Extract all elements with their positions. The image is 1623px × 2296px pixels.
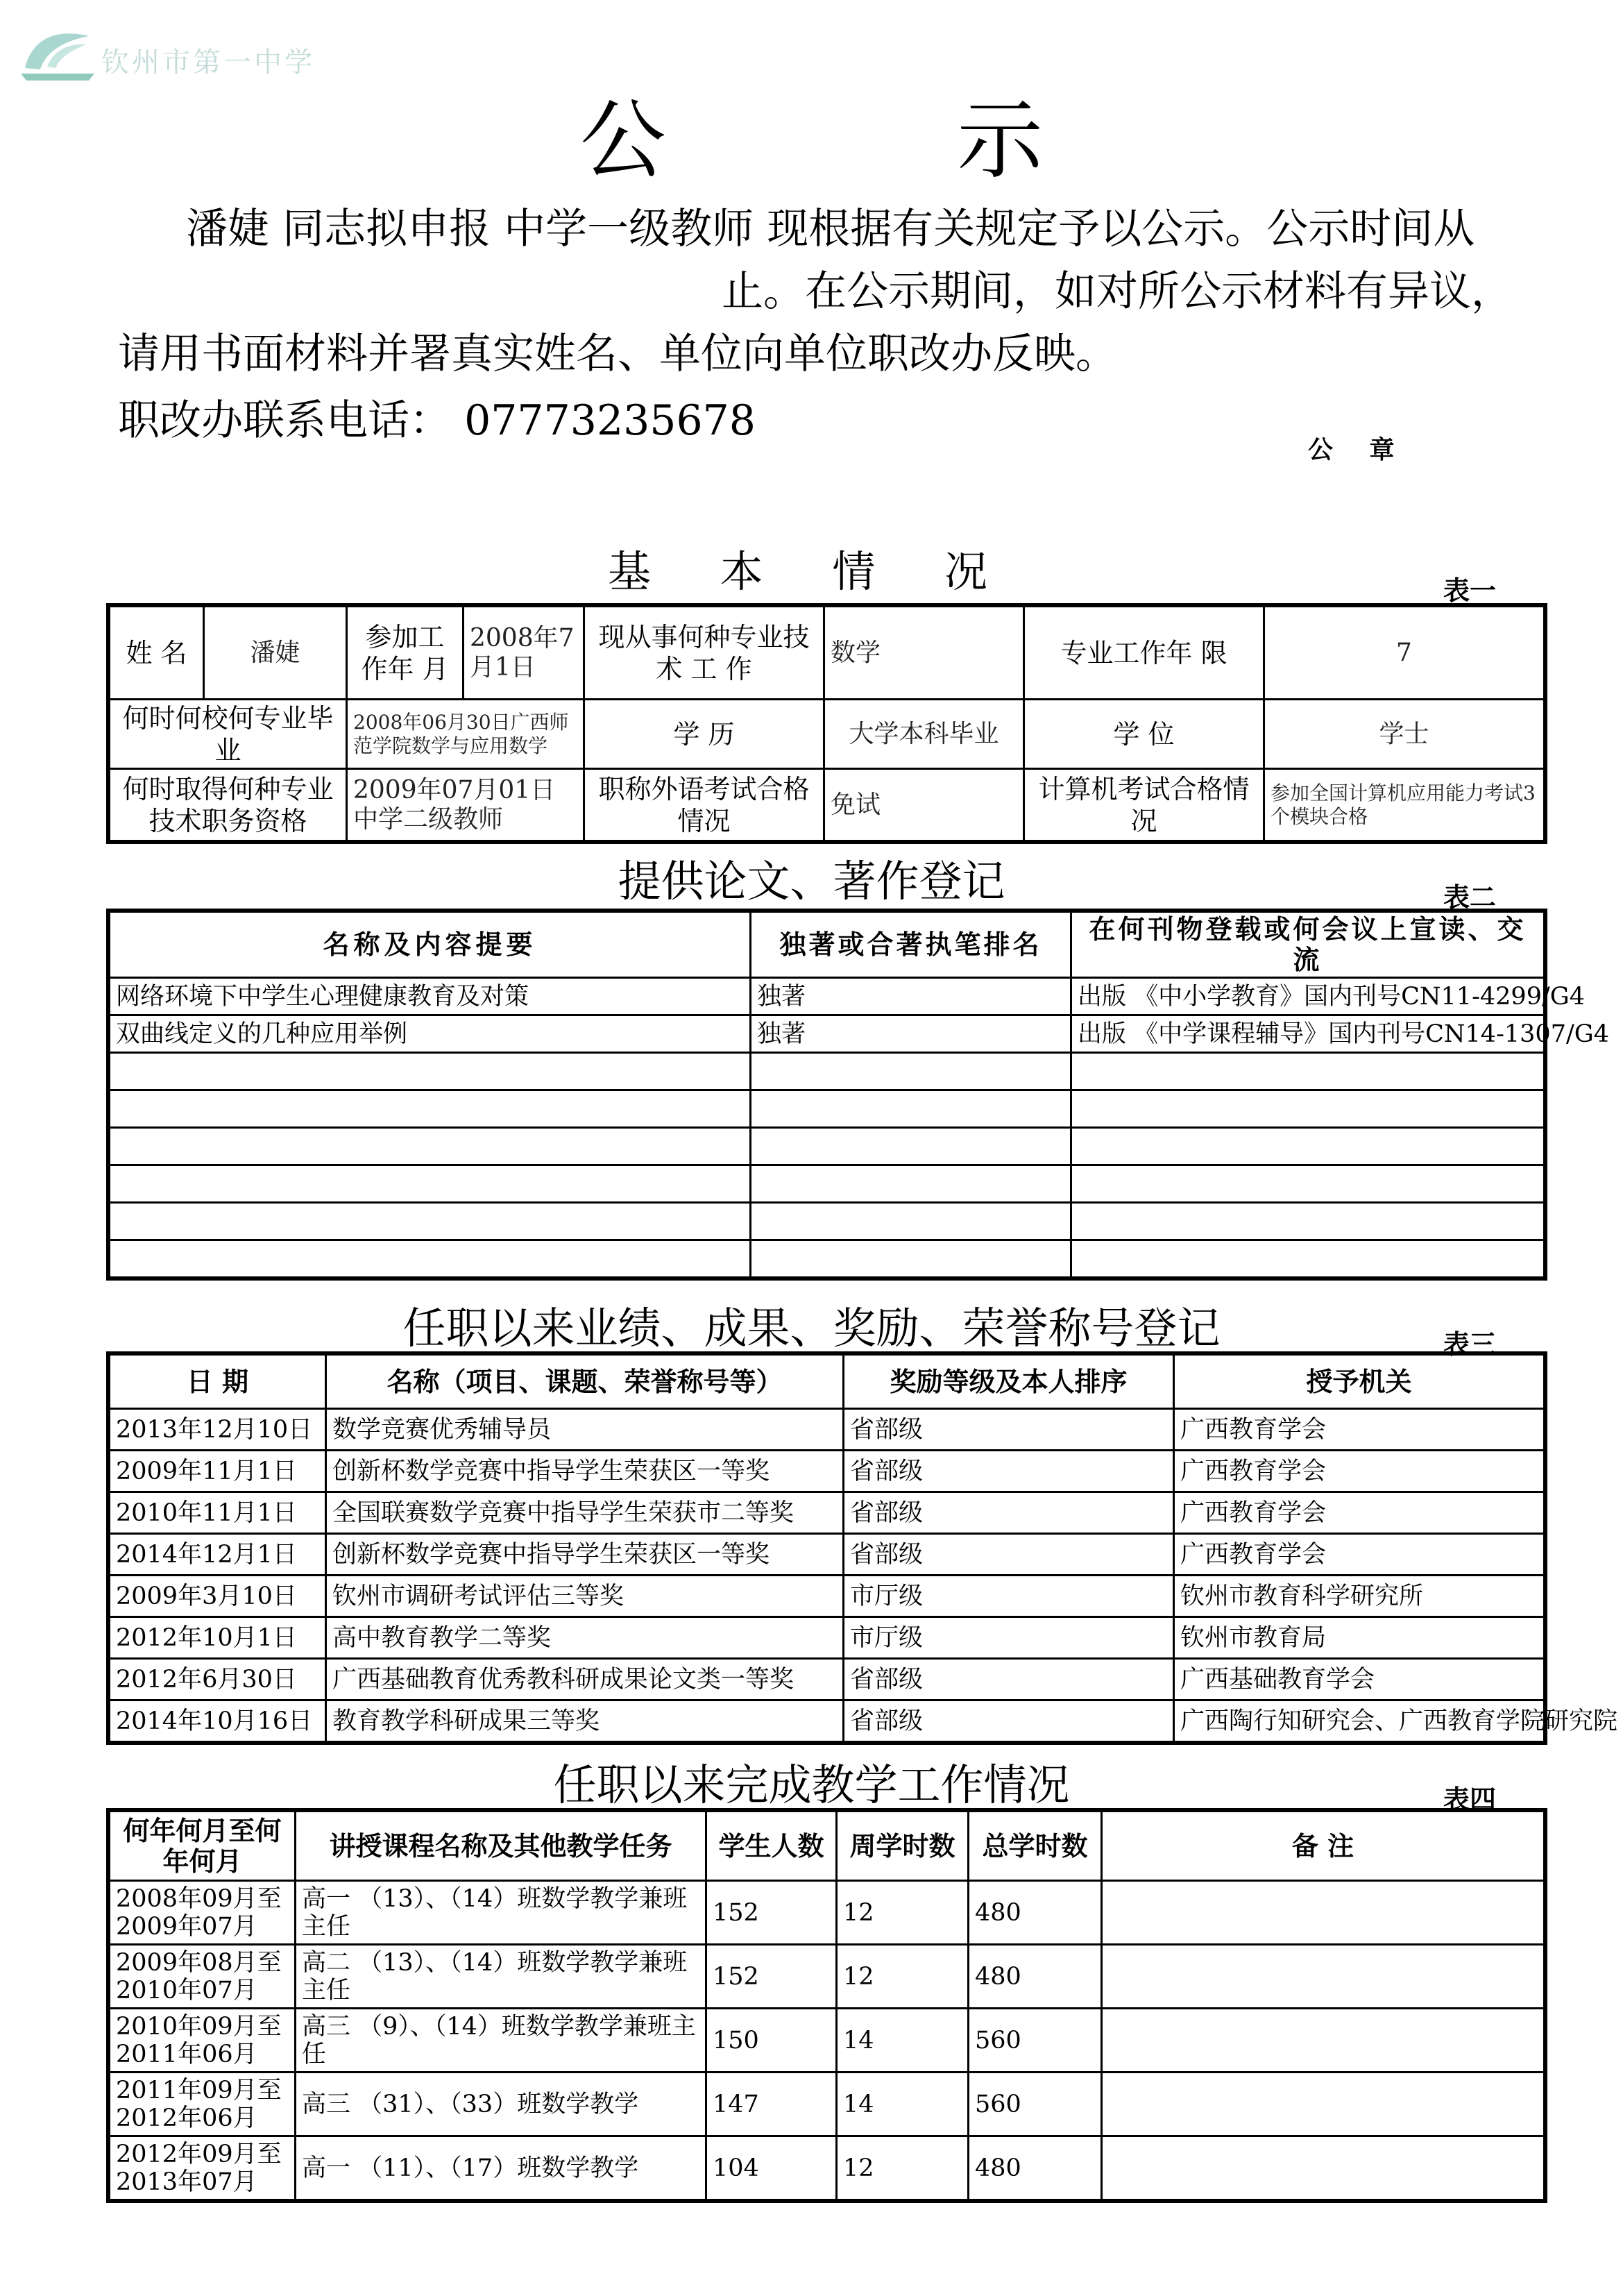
achievements-header-date: 日 期	[110, 1355, 326, 1409]
graduation-label: 何时何校何专业毕 业	[110, 700, 347, 769]
name-label: 姓 名	[110, 607, 204, 700]
teaching-total-cell: 560	[969, 2009, 1102, 2073]
work-years-value: 7	[1264, 607, 1545, 700]
name-value: 潘婕	[204, 607, 347, 700]
paper-rank-cell	[751, 1240, 1071, 1278]
teaching-weekly-cell: 12	[837, 2136, 969, 2200]
paper-rank-cell	[751, 1203, 1071, 1240]
teaching-course-cell: 高二 （13）、（14）班数学教学兼班主任	[296, 1945, 706, 2009]
paper-rank-cell	[751, 1165, 1071, 1203]
section-basic-info-title: 基 本 情 况	[607, 546, 1016, 597]
teaching-header-weekly-hours: 周学时数	[837, 1812, 969, 1881]
achievement-level-cell: 省部级	[844, 1700, 1174, 1742]
teaching-period-cell: 2010年09月至2011年06月	[110, 2009, 296, 2073]
achievement-date-cell: 2013年12月10日	[110, 1409, 326, 1451]
achievement-name-cell: 高中教育教学二等奖	[326, 1617, 844, 1659]
teaching-weekly-cell: 14	[837, 2073, 969, 2136]
paper-rank-cell: 独著	[751, 1015, 1071, 1053]
notice-line-1: 潘婕 同志拟申报 中学一级教师 现根据有关规定予以公示。公示时间从	[186, 205, 1475, 253]
teaching-course-cell: 高三 （9）、（14）班数学教学兼班主任	[296, 2009, 706, 2073]
achievement-date-cell: 2010年11月1日	[110, 1492, 326, 1534]
teaching-course-cell: 高一 （11）、（17）班数学教学	[296, 2136, 706, 2200]
achievement-level-cell: 市厅级	[844, 1576, 1174, 1617]
paper-rank-cell	[751, 1128, 1071, 1165]
achievement-name-cell: 钦州市调研考试评估三等奖	[326, 1576, 844, 1617]
achievement-row	[110, 1700, 1545, 1742]
papers-table	[108, 911, 1609, 1278]
paper-row	[110, 1240, 1545, 1278]
achievement-authority-cell: 广西陶行知研究会、广西教育学院研究院	[1174, 1700, 1545, 1742]
paper-row	[110, 978, 1545, 1015]
achievement-date-cell: 2012年10月1日	[110, 1617, 326, 1659]
paper-name-cell	[110, 1128, 751, 1165]
current-major-label: 现从事何种专业技 术 工 作	[584, 607, 824, 700]
paper-publication-cell	[1071, 1128, 1545, 1165]
papers-header-rank: 独著或合著执笔排名	[751, 912, 1071, 978]
teaching-remarks-cell	[1102, 2073, 1545, 2136]
papers-header-name: 名称及内容提要	[110, 912, 751, 978]
foreign-language-label: 职称外语考试合格情况	[584, 769, 824, 841]
page-title: 公 示	[579, 91, 1175, 191]
achievement-row	[110, 1617, 1545, 1659]
teaching-course-cell: 高三 （31）、（33）班数学教学	[296, 2073, 706, 2136]
paper-publication-cell: 出版 《中学课程辅导》国内刊号CN14-1307/G4	[1071, 1015, 1545, 1053]
achievement-date-cell: 2009年3月10日	[110, 1576, 326, 1617]
papers-header-publication: 在何刊物登载或何会议上宣读、交流	[1071, 912, 1545, 978]
teaching-period-cell: 2012年09月至2013年07月	[110, 2136, 296, 2200]
paper-name-cell	[110, 1053, 751, 1090]
teaching-row	[110, 2136, 1545, 2200]
computer-exam-value: 参加全国计算机应用能力考试3个模块合格	[1264, 769, 1545, 841]
education-label: 学 历	[584, 700, 824, 769]
paper-publication-cell: 出版 《中小学教育》国内刊号CN11-4299/G4	[1071, 978, 1545, 1015]
paper-row	[110, 1165, 1545, 1203]
achievement-date-cell: 2009年11月1日	[110, 1451, 326, 1492]
achievement-row	[110, 1534, 1545, 1576]
section-achievements-title: 任职以来业绩、成果、奖励、荣誉称号登记	[402, 1303, 1221, 1353]
paper-row	[110, 1090, 1545, 1128]
achievement-level-cell: 省部级	[844, 1534, 1174, 1576]
achievement-level-cell: 省部级	[844, 1451, 1174, 1492]
table-2-number: 表二	[1443, 881, 1497, 913]
teaching-remarks-cell	[1102, 2009, 1545, 2073]
achievement-date-cell: 2012年6月30日	[110, 1659, 326, 1700]
teaching-students-cell: 147	[706, 2073, 837, 2136]
teaching-weekly-cell: 12	[837, 1881, 969, 1945]
paper-name-cell: 网络环境下中学生心理健康教育及对策	[110, 978, 751, 1015]
teaching-period-cell: 2011年09月至2012年06月	[110, 2073, 296, 2136]
school-emblem-icon	[19, 28, 96, 82]
table-1-number: 表一	[1443, 575, 1497, 606]
teaching-remarks-cell	[1102, 1945, 1545, 2009]
section-teaching-title: 任职以来完成教学工作情况	[553, 1759, 1070, 1810]
achievement-row	[110, 1451, 1545, 1492]
section-papers-title: 提供论文、著作登记	[618, 856, 1005, 906]
achievement-authority-cell: 广西教育学会	[1174, 1534, 1545, 1576]
work-years-label: 专业工作年 限	[1024, 607, 1264, 700]
achievements-table	[108, 1353, 1618, 1743]
teaching-total-cell: 480	[969, 1881, 1102, 1945]
achievement-name-cell: 创新杯数学竞赛中指导学生荣获区一等奖	[326, 1451, 844, 1492]
teaching-row	[110, 1881, 1545, 1945]
paper-rank-cell	[751, 1090, 1071, 1128]
teaching-remarks-cell	[1102, 1881, 1545, 1945]
teaching-students-cell: 150	[706, 2009, 837, 2073]
teaching-row	[110, 2009, 1545, 2073]
foreign-language-value: 免试	[824, 769, 1024, 841]
teaching-header-total-hours: 总学时数	[969, 1812, 1102, 1881]
achievement-authority-cell: 广西教育学会	[1174, 1409, 1545, 1451]
achievement-name-cell: 教育教学科研成果三等奖	[326, 1700, 844, 1742]
achievements-header-level: 奖励等级及本人排序	[844, 1355, 1174, 1409]
current-major-value: 数学	[824, 607, 1024, 700]
title-obtained-value: 2009年07月01日中学二级教师	[347, 769, 584, 841]
teaching-row	[110, 2073, 1545, 2136]
school-logo	[19, 25, 315, 87]
achievement-date-cell: 2014年10月16日	[110, 1700, 326, 1742]
achievement-name-cell: 数学竞赛优秀辅导员	[326, 1409, 844, 1451]
title-obtained-label: 何时取得何种专业技术职务资格	[110, 769, 347, 841]
paper-publication-cell	[1071, 1240, 1545, 1278]
achievement-name-cell: 全国联赛数学竞赛中指导学生荣获市二等奖	[326, 1492, 844, 1534]
paper-publication-cell	[1071, 1090, 1545, 1128]
teaching-header-remarks: 备 注	[1102, 1812, 1545, 1881]
teaching-header-course: 讲授课程名称及其他教学任务	[296, 1812, 706, 1881]
achievement-level-cell: 省部级	[844, 1659, 1174, 1700]
achievement-row	[110, 1492, 1545, 1534]
graduation-value: 2008年06月30日广西师范学院数学与应用数学	[347, 700, 584, 769]
notice-line-3: 请用书面材料并署真实姓名、单位向单位职改办反映。	[118, 330, 1117, 378]
paper-row	[110, 1203, 1545, 1240]
work-start-label: 参加工作年 月	[347, 607, 464, 700]
achievement-row	[110, 1409, 1545, 1451]
achievement-level-cell: 省部级	[844, 1492, 1174, 1534]
paper-publication-cell	[1071, 1053, 1545, 1090]
notice-line-2: 止。在公示期间，如对所公示材料有异议，	[722, 267, 1513, 316]
achievements-header-authority: 授予机关	[1174, 1355, 1545, 1409]
achievement-authority-cell: 广西教育学会	[1174, 1492, 1545, 1534]
paper-publication-cell	[1071, 1165, 1545, 1203]
teaching-period-cell: 2009年08月至2010年07月	[110, 1945, 296, 2009]
work-start-value: 2008年7月1日	[464, 607, 584, 700]
achievement-name-cell: 广西基础教育优秀教科研成果论文类一等奖	[326, 1659, 844, 1700]
paper-name-cell	[110, 1165, 751, 1203]
achievement-authority-cell: 广西教育学会	[1174, 1451, 1545, 1492]
teaching-students-cell: 152	[706, 1945, 837, 2009]
education-value: 大学本科毕业	[824, 700, 1024, 769]
paper-publication-cell	[1071, 1203, 1545, 1240]
teaching-students-cell: 152	[706, 1881, 837, 1945]
paper-name-cell	[110, 1203, 751, 1240]
achievement-row	[110, 1576, 1545, 1617]
paper-row	[110, 1128, 1545, 1165]
computer-exam-label: 计算机考试合格情况	[1024, 769, 1264, 841]
official-seal-label: 公 章	[1308, 435, 1395, 464]
teaching-header-students: 学生人数	[706, 1812, 837, 1881]
paper-row	[110, 1015, 1545, 1053]
degree-value: 学士	[1264, 700, 1545, 769]
teaching-remarks-cell	[1102, 2136, 1545, 2200]
teaching-period-cell: 2008年09月至2009年07月	[110, 1881, 296, 1945]
teaching-total-cell: 480	[969, 1945, 1102, 2009]
teaching-course-cell: 高一 （13）、（14）班数学教学兼班主任	[296, 1881, 706, 1945]
teaching-weekly-cell: 12	[837, 1945, 969, 2009]
paper-name-cell	[110, 1090, 751, 1128]
paper-row	[110, 1053, 1545, 1090]
achievement-authority-cell: 钦州市教育局	[1174, 1617, 1545, 1659]
teaching-row	[110, 1945, 1545, 2009]
achievements-header-name: 名称（项目、课题、荣誉称号等）	[326, 1355, 844, 1409]
notice-line-4: 职改办联系电话： 07773235678	[118, 396, 756, 445]
table-4-number: 表四	[1443, 1784, 1497, 1815]
achievement-row	[110, 1659, 1545, 1700]
school-name-script: 钦州市第一中学	[101, 47, 315, 78]
achievement-name-cell: 创新杯数学竞赛中指导学生荣获区一等奖	[326, 1534, 844, 1576]
achievement-level-cell: 省部级	[844, 1409, 1174, 1451]
paper-name-cell: 双曲线定义的几种应用举例	[110, 1015, 751, 1053]
teaching-header-period: 何年何月至何年何月	[110, 1812, 296, 1881]
degree-label: 学 位	[1024, 700, 1264, 769]
table-3-number: 表三	[1443, 1328, 1497, 1360]
teaching-students-cell: 104	[706, 2136, 837, 2200]
basic-info-table	[108, 605, 1545, 842]
teaching-total-cell: 480	[969, 2136, 1102, 2200]
achievement-date-cell: 2014年12月1日	[110, 1534, 326, 1576]
achievement-level-cell: 市厅级	[844, 1617, 1174, 1659]
achievement-authority-cell: 钦州市教育科学研究所	[1174, 1576, 1545, 1617]
teaching-table	[108, 1810, 1545, 2201]
paper-rank-cell: 独著	[751, 978, 1071, 1015]
teaching-weekly-cell: 14	[837, 2009, 969, 2073]
achievement-authority-cell: 广西基础教育学会	[1174, 1659, 1545, 1700]
paper-name-cell	[110, 1240, 751, 1278]
paper-rank-cell	[751, 1053, 1071, 1090]
teaching-total-cell: 560	[969, 2073, 1102, 2136]
